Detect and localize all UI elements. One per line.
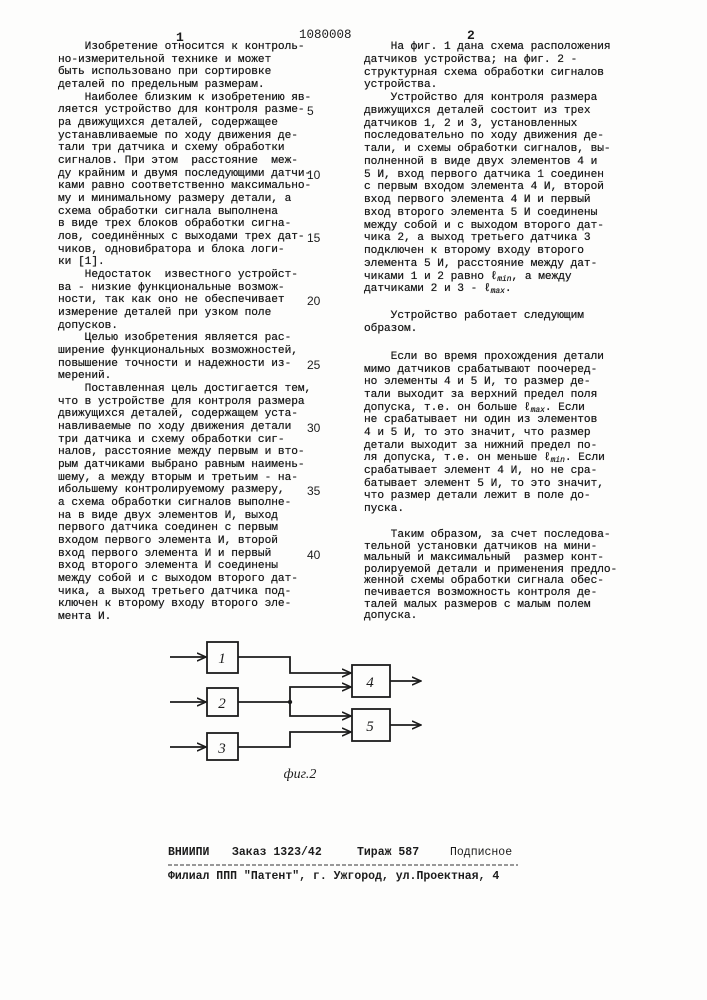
text-line: Изобретение относится к контроль- — [58, 41, 305, 54]
text-line: тали три датчика и схему обработки — [58, 142, 285, 155]
text-line: но-измерительной технике и может — [58, 54, 271, 67]
text-line: ками равно соответственно максимально- — [58, 180, 311, 193]
text-line: му и минимальному размеру детали, а — [58, 193, 291, 206]
text-segment: тельной установки датчиков на мини- — [364, 541, 597, 553]
text-line: между собой и с выходом второго дат- — [58, 573, 298, 586]
subscript: min — [497, 275, 511, 284]
page-number-left: 1 — [176, 30, 184, 45]
block-label-3: 3 — [217, 741, 226, 757]
text-segment: . Если — [565, 452, 605, 464]
text-segment: допуска. — [364, 610, 417, 622]
text-segment: срабатывает элемент 4 И, но не сра- — [364, 465, 597, 477]
text-segment: , а между — [512, 271, 572, 283]
footer-address: Филиал ППП "Патент", г. Ужгород, ул.Проектная, 4 — [168, 870, 499, 883]
text-line: налов, расстояние между первым и вто- — [58, 446, 305, 459]
text-segment: 5 И, вход первого датчика 1 соединен — [364, 169, 604, 181]
text-line: ширение функциональных возможностей, — [58, 345, 298, 358]
text-segment: печивается возможность контроля де- — [364, 587, 597, 599]
text-line: устанавливаемые по ходу движения де- — [58, 130, 298, 143]
text-line: Целью изобретения является рас- — [58, 332, 291, 345]
subscript: max — [491, 287, 505, 296]
text-line: первого датчика соединен с первым — [58, 522, 278, 535]
text-line: Поставленная цель достигается тем, — [58, 383, 311, 396]
footer-subscription: Подписное — [450, 846, 512, 859]
line-number: 10 — [307, 168, 320, 182]
text-line: повышение точности и надежности из- — [58, 358, 291, 371]
text-line: ности, так как оно не обеспечивает — [58, 294, 285, 307]
text-segment: последовательно по ходу движения де- — [364, 130, 604, 142]
text-line: ляется устройство для контроля разме- — [58, 104, 305, 117]
text-line: измерение деталей при узком поле — [58, 307, 271, 320]
text-line: ключен к второму входу второго эле- — [58, 598, 291, 611]
text-segment: чика 2, а выход третьего датчика 3 — [364, 232, 591, 244]
wire-2-to-5 — [290, 702, 351, 716]
text-segment: датчиками 2 и 3 - ℓ — [364, 283, 491, 295]
line-number: 40 — [307, 548, 320, 562]
text-segment: с первым входом элемента 4 И, второй — [364, 181, 604, 193]
footer-order: Заказ 1323/42 — [232, 846, 322, 859]
subscript: max — [531, 406, 545, 415]
page-number-right: 2 — [467, 28, 475, 43]
text-line: что в устройстве для контроля размера — [58, 396, 305, 409]
text-line: Наиболее близким к изобретению яв- — [58, 92, 311, 105]
text-segment: не срабатывает ни один из элементов — [364, 414, 597, 426]
text-line: ки [1]. — [58, 256, 105, 269]
text-line: навливаемые по ходу движения детали — [58, 421, 291, 434]
text-line: входом первого элемента И, второй — [58, 535, 278, 548]
text-segment: движущихся деталей состоит из трех — [364, 105, 591, 117]
text-segment: подключен к второму входу второго — [364, 245, 584, 257]
text-segment: вход второго элемента 5 И соединены — [364, 207, 597, 219]
text-segment: тали выходит за верхний предел поля — [364, 389, 597, 401]
text-segment: Если во время прохождения детали — [364, 351, 604, 363]
text-line: допусков. — [58, 320, 118, 333]
line-number: 35 — [307, 484, 320, 498]
text-line: а схема обработки сигналов выполне- — [58, 497, 291, 510]
text-segment: талей малых размеров с малым полем — [364, 599, 591, 611]
text-line: быть использовано при сортировке — [58, 66, 271, 79]
text-segment: На фиг. 1 дана схема расположения — [364, 41, 611, 53]
text-line: шему, а между вторым и третьим - на- — [58, 472, 298, 485]
text-segment: детали выходит за нижний предел по- — [364, 440, 597, 452]
text-segment: элемента 5 И, расстояние между дат- — [364, 258, 597, 270]
text-segment: чиками 1 и 2 равно ℓ — [364, 271, 497, 283]
text-line: деталей по предельным размерам. — [58, 79, 265, 92]
text-segment: между собой и с выходом второго дат- — [364, 220, 604, 232]
text-line: на в виде двух элементов И, выход — [58, 510, 278, 523]
patent-page — [0, 0, 707, 1000]
text-segment: ролируемой детали и применения предло- — [364, 564, 617, 576]
text-line: ду крайним и двумя последующими датчи- — [58, 168, 311, 181]
text-line: лов, соединённых с выходами трех дат- — [58, 231, 305, 244]
block-label-2: 2 — [218, 696, 226, 712]
subscript: min — [551, 456, 565, 465]
footer-org: ВНИИПИ — [168, 846, 209, 859]
text-segment: вход первого элемента 4 И и первый — [364, 194, 591, 206]
text-line: чиков, одновибратора и блока логи- — [58, 244, 285, 257]
text-line: Недостаток известного устройст- — [58, 269, 298, 282]
line-number: 5 — [307, 104, 314, 118]
text-line: чика, а выход третьего датчика под- — [58, 586, 291, 599]
block-label-5: 5 — [366, 719, 374, 735]
text-line: мерений. — [58, 370, 111, 383]
text-segment: но элементы 4 и 5 И, то размер де- — [364, 376, 591, 388]
text-segment: датчиков 1, 2 и 3, установленных — [364, 118, 577, 130]
text-line: рым датчиками выбрано равным наимень- — [58, 459, 305, 472]
text-segment: . Если — [545, 402, 585, 414]
text-segment: мимо датчиков срабатывают поочеред- — [364, 364, 597, 376]
text-segment: женной схемы обработки сигнала обес- — [364, 575, 604, 587]
text-segment: полненной в виде двух элементов 4 и — [364, 156, 597, 168]
block-label-1: 1 — [218, 651, 226, 667]
text-segment: датчиков устройства; на фиг. 2 - — [364, 54, 577, 66]
text-segment: структурная схема обработки сигналов — [364, 67, 604, 79]
text-line: вход первого элемента И и первый — [58, 548, 271, 561]
wire-2-to-4 — [290, 687, 351, 702]
block-label-4: 4 — [366, 675, 374, 691]
text-line: мента И. — [58, 611, 111, 624]
footer-circulation: Тираж 587 — [357, 846, 419, 859]
line-number: 30 — [307, 421, 320, 435]
text-line: вход второго элемента И соединены — [58, 560, 278, 573]
text-segment: образом. — [364, 323, 417, 335]
text-line: три датчика и схему обработки сиг- — [58, 434, 285, 447]
line-number: 15 — [307, 231, 320, 245]
text-segment: батывает элемент 5 И, то это значит, — [364, 478, 604, 490]
patent-number: 1080008 — [299, 28, 352, 42]
text-segment: устройства. — [364, 79, 437, 91]
text-segment: ля допуска, т.е. он меньше ℓ — [364, 452, 551, 464]
figure-caption: фиг.2 — [284, 767, 317, 782]
text-segment: Устройство для контроля размера — [364, 92, 597, 104]
line-number: 25 — [307, 358, 320, 372]
text-segment: тали, и схемы обработки сигналов, вы- — [364, 143, 611, 155]
line-number: 20 — [307, 294, 320, 308]
text-segment: что размер детали лежит в поле до- — [364, 490, 591, 502]
text-segment: допуска, т.е. он больше ℓ — [364, 402, 531, 414]
text-line: сигналов. При этом расстояние меж- — [58, 155, 298, 168]
figure-2-block-diagram — [0, 0, 707, 1000]
text-line: движущихся деталей, содержащем уста- — [58, 408, 298, 421]
text-line: ва - низкие функциональные возмож- — [58, 282, 285, 295]
junction-dot — [288, 700, 292, 704]
wire-1-to-4 — [238, 657, 351, 673]
text-segment: Таким образом, за счет последова- — [364, 529, 611, 541]
text-segment: пуска. — [364, 503, 404, 515]
text-segment: . — [505, 283, 512, 295]
text-line: схема обработки сигнала выполнена — [58, 206, 278, 219]
text-segment: мальный и максимальный размер конт- — [364, 552, 604, 564]
text-line: в виде трех блоков обработки сигна- — [58, 218, 291, 231]
text-line: ра движущихся деталей, содержащее — [58, 117, 278, 130]
text-segment: 4 и 5 И, то это значит, что размер — [364, 427, 591, 439]
wire-3-to-5 — [238, 732, 351, 747]
text-segment: Устройство работает следующим — [364, 310, 584, 322]
text-line: ибольшему контролируемому размеру, — [58, 484, 285, 497]
